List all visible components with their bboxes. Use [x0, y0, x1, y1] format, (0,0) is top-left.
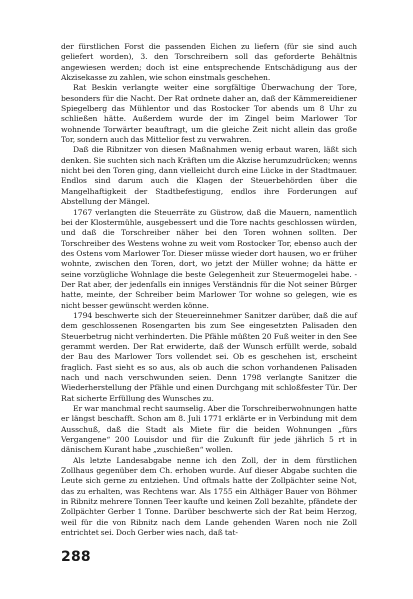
paragraph-7: Als letzte Landesabgabe nenne ich den Zoll, der in dem fürstlichen Zollhaus gegenüber dem Ch. erhoben wurde. Auf dieser Abgabe suchten die Leute sich gerne zu entziehen. Und oftmals hatte der Zollpächter seine Not, das zu erhalten, was Rechtens war. Als 1755 ein Althäger Bauer von Böhmer in Ribnitz mehrere Tonnen Teer kaufte und keinen Zoll bezahlte, pfändete der Zollpächter Gerber 1 Tonne. Darüber beschwerte sich der Rat beim Herzog, weil für die von Ribnitz nach dem Lande gehenden Waren noch nie Zoll entrichtet sei. Doch Gerber wies nach, daß tat-	[61, 455, 357, 538]
paragraph-1: der fürstlichen Forst die passenden Eichen zu liefern (für sie sind auch geliefert worden), 3. den Torschreibern soll das geforderte Behältnis angewiesen werden; doch ist eine entsprechende Entschädigung aus der Akzisekasse zu zahlen, wie schon einstmals geschehen.	[61, 42, 357, 83]
page-number: 288	[61, 549, 91, 565]
paragraph-2: Rat Beskin verlangte weiter eine sorgfältige Überwachung der Tore, besonders für die Nacht. Der Rat ordnete daher an, daß der Kämmereidiener Spiegelberg das Mühlentor und das Rostocker Tor abends um 8 Uhr zu schließen hätte. Außerdem wurde der im Zingel beim Marlower Tor wohnende Torwärter beauftragt, um die gleiche Zeit nicht allein das große Tor, sondern auch das Mittelior fest zu verwahren.	[61, 83, 357, 145]
paragraph-3: Daß die Ribnitzer von diesen Maßnahmen wenig erbaut waren, läßt sich denken. Sie suchten sich nach Kräften um die Akzise herumzudrücken; wenns nicht bei den Toren ging, dann vielleicht durch eine Lücke in der Stadtmauer. Endlos sind darum auch die Klagen der Steuerbehörden über die Mangelhaftigkeit der Stadtbefestigung, endlos ihre Forderungen auf Abstellung der Mängel.	[61, 145, 357, 207]
paragraph-5: 1794 beschwerte sich der Steuereinnehmer Sanitzer darüber, daß die auf dem geschlossenen Rosengarten bis zum See eingesetzten Palisaden den Steuerbetrug nicht verhinderten. Die Pfähle müßten 20 Fuß weiter in den See gerammt werden. Der Rat erwiderte, daß der Wunsch erfüllt werde, sobald der Bau des Marlower Tors vollendet sei. Ob es geschehen ist, erscheint fraglich. Fast sieht es so aus, als ob auch die schon vorhandenen Palisaden nach und nach verschwunden seien. Denn 1798 verlangte Sanitzer die Wiederherstellung der Pfähle und einen Durchgang mit schloßfester Tür. Der Rat sicherte Erfüllung des Wunsches zu.	[61, 310, 357, 403]
paragraph-6: Er war manchmal recht saumselig. Aber die Torschreiberwohnungen hatte er längst beschafft. Schon am 8. Juli 1771 erklärte er in Verbindung mit dem Ausschuß, daß die Stadt als Miete für die beiden Wohnungen „fürs Vergangene“ 200 Louisdor und für die Zukunft für jede jährlich 5 rt in dänischem Kurant habe „zuschießen“ wollen.	[61, 404, 357, 455]
paragraph-4: 1767 verlangten die Steuerräte zu Güstrow, daß die Mauern, namentlich bei der Klostermühle, ausgebessert und die Tore nachts geschlossen würden, und daß die Torschreiber näher bei den Toren wohnen sollten. Der Torschreiber des Westens wohne zu weit vom Rostocker Tor, ebenso auch der des Ostens vom Marlower Tor. Dieser müsse wieder dort hausen, wo er früher wohnte, zwischen den Toren, dort, wo jetzt der Müller wohne; da hätte er seine vorzügliche Wohnlage die beste Gelegenheit zur Steuermogelei habe. - Der Rat aber, der jedenfalls ein inniges Verständnis für die Not seiner Bürger hatte, meinte, der Schreiber beim Marlower Tor wohne so gelegen, wie es nicht besser gewünscht werden könne.	[61, 207, 357, 310]
body-text	[61, 42, 357, 539]
